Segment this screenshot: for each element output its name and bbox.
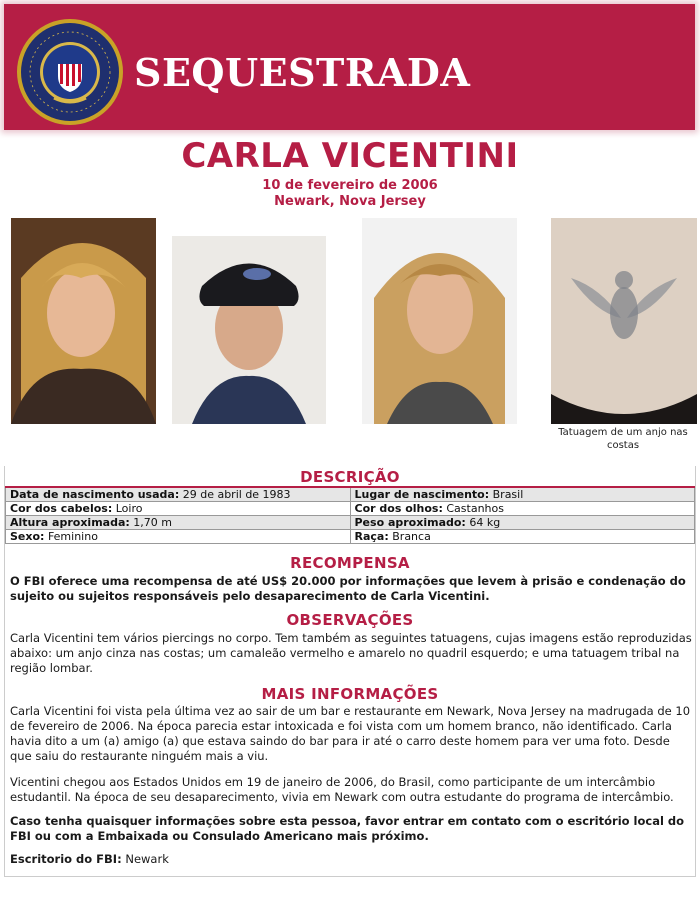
photo-2 xyxy=(172,236,326,424)
photo-1 xyxy=(11,218,156,424)
person-name: CARLA VICENTINI xyxy=(181,136,519,176)
banner-title: SEQUESTRADA xyxy=(134,50,471,95)
table-row xyxy=(6,487,695,502)
table-cell: Cor dos cabelos: Loiro xyxy=(6,502,351,516)
reward-text: O FBI oferece uma recompensa de até US$ 20.000 por informações que levem à prisão e condenação do sujeito ou sujeitos responsáveis pelo desaparecimento de Carla Vicentini. xyxy=(10,574,686,603)
table-row xyxy=(6,516,695,530)
details-title: MAIS INFORMAÇÕES xyxy=(261,685,439,703)
table-cell: Raça: Branca xyxy=(350,530,695,544)
details-paragraph-1: Carla Vicentini foi vista pela última vez ao sair de um bar e restaurante em Newark, Nova Jersey na madrugada de 10 de fevereiro de 2006. Na época parecia estar intoxicada e foi vista com um homem branco, não identificado. Carla havia dito a um (a) amigo (a) que estava saindo do bar para ir até o carro deste homem para ver uma foto. Desde que saiu do restaurante ninguém mais a viu. xyxy=(10,704,691,763)
table-row xyxy=(6,502,695,516)
missing-location: Newark, Nova Jersey xyxy=(274,194,426,209)
table-row xyxy=(6,530,695,544)
contact-text: Caso tenha quaisquer informações sobre esta pessoa, favor entrar em contato com o escritório local do FBI ou com a Embaixada ou Consulado Americano mais próximo. xyxy=(10,814,685,843)
table-cell: Lugar de nascimento: Brasil xyxy=(350,487,695,502)
office-label: Escritorio do FBI: xyxy=(10,852,122,866)
fbi-seal-icon xyxy=(16,18,124,126)
header-banner xyxy=(4,4,695,130)
remarks-title: OBSERVAÇÕES xyxy=(286,611,414,629)
tattoo-caption: Tatuagem de um anjo nas costas xyxy=(558,427,688,451)
reward-title: RECOMPENSA xyxy=(290,554,410,572)
table-cell: Peso aproximado: 64 kg xyxy=(350,516,695,530)
remarks-text: Carla Vicentini tem vários piercings no corpo. Tem também as seguintes tatuagens, cujas imagens estão reproduzidas abaixo: um anjo cinza nas costas; um camaleão vermelho e amarelo no quadril esquerdo; e uma tatuagem tribal na região lombar. xyxy=(10,631,692,675)
description-table xyxy=(5,486,695,544)
office-value: Newark xyxy=(125,852,169,866)
description-title: DESCRIÇÃO xyxy=(300,468,400,486)
missing-date: 10 de fevereiro de 2006 xyxy=(262,178,438,193)
table-cell: Altura aproximada: 1,70 m xyxy=(6,516,351,530)
table-cell: Cor dos olhos: Castanhos xyxy=(350,502,695,516)
office-line xyxy=(10,852,692,867)
table-cell: Sexo: Feminino xyxy=(6,530,351,544)
details-paragraph-2: Vicentini chegou aos Estados Unidos em 19 de janeiro de 2006, do Brasil, como participante de um intercâmbio estudantil. Na época de seu desaparecimento, vivia em Newark com outra estudante do programa de intercâmbio. xyxy=(10,775,674,804)
photo-3 xyxy=(362,218,517,424)
photo-tattoo xyxy=(551,218,697,424)
table-cell: Data de nascimento usada: 29 de abril de 1983 xyxy=(6,487,351,502)
